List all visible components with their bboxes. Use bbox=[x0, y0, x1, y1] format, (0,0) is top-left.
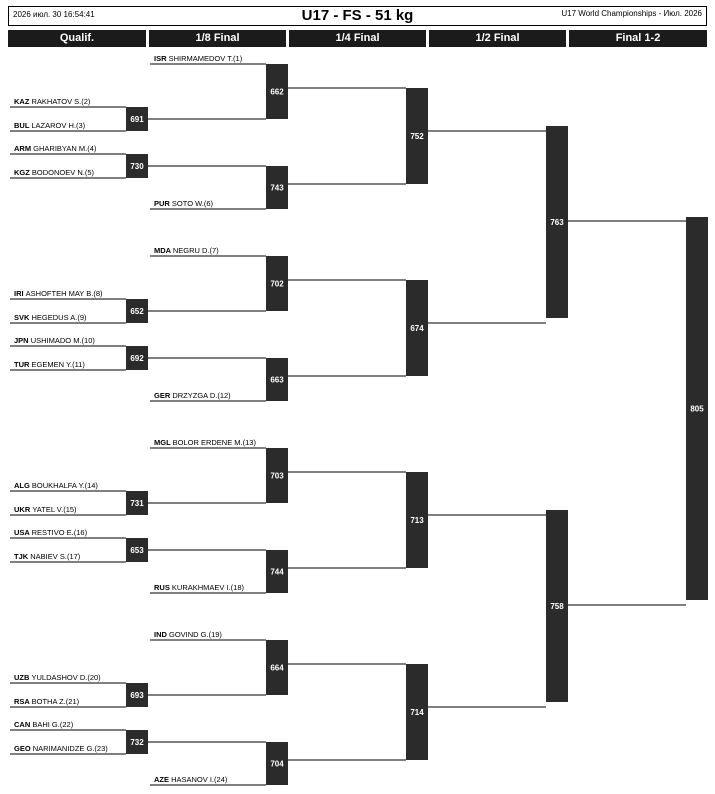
athlete-label: KGZ BODONOEV N.(5) bbox=[14, 168, 95, 177]
match-number: 732 bbox=[130, 738, 144, 747]
athlete-label: IRI ASHOFTEH MAY B.(8) bbox=[14, 289, 103, 298]
match-number: 662 bbox=[270, 87, 284, 97]
round-header-quarter: 1/4 Final bbox=[289, 30, 426, 47]
athlete-label: ISR SHIRMAMEDOV T.(1) bbox=[154, 54, 243, 63]
athlete-label: AZE HASANOV I.(24) bbox=[154, 775, 228, 784]
match-number: 805 bbox=[690, 404, 704, 414]
athlete-label: JPN USHIMADO M.(10) bbox=[14, 336, 95, 345]
match-number: 763 bbox=[550, 218, 564, 227]
match-number: 693 bbox=[130, 691, 144, 700]
print-date: 2026 июл. 30 16:54:41 bbox=[13, 10, 95, 19]
page-title: U17 - FS - 51 kg bbox=[301, 7, 414, 24]
match-number: 714 bbox=[410, 708, 424, 717]
match-number: 703 bbox=[270, 471, 284, 481]
athlete-label: PUR SOTO W.(6) bbox=[154, 199, 214, 208]
match-number: 692 bbox=[130, 354, 144, 363]
match-number: 674 bbox=[410, 324, 424, 333]
round-header-qualif: Qualif. bbox=[8, 30, 146, 47]
athlete-label: BUL LAZAROV H.(3) bbox=[14, 121, 86, 130]
round-header-eighth: 1/8 Final bbox=[149, 30, 286, 47]
athlete-label: RSA BOTHA Z.(21) bbox=[14, 697, 80, 706]
match-number: 743 bbox=[270, 183, 284, 193]
athlete-label: TJK NABIEV S.(17) bbox=[14, 552, 81, 561]
athlete-label: ARM GHARIBYAN M.(4) bbox=[14, 144, 97, 153]
athlete-label: GER DRZYZGA D.(12) bbox=[154, 391, 231, 400]
athlete-label: TUR EGEMEN Y.(11) bbox=[14, 360, 85, 369]
match-number: 704 bbox=[270, 759, 284, 769]
athlete-label: KAZ RAKHATOV S.(2) bbox=[14, 97, 91, 106]
event-name: U17 World Championships - Июл. 2026 bbox=[561, 9, 702, 18]
match-number: 653 bbox=[130, 546, 144, 555]
match-number: 731 bbox=[130, 499, 144, 508]
match-number: 702 bbox=[270, 279, 284, 289]
match-number: 744 bbox=[270, 567, 284, 577]
athlete-label: SVK HEGEDUS A.(9) bbox=[14, 313, 87, 322]
match-number: 713 bbox=[410, 516, 424, 525]
match-number: 691 bbox=[130, 115, 144, 124]
round-header-final: Final 1-2 bbox=[569, 30, 707, 47]
athlete-label: RUS KURAKHMAEV I.(18) bbox=[154, 583, 245, 592]
athlete-label: MGL BOLOR ERDENE M.(13) bbox=[154, 438, 256, 447]
match-number: 652 bbox=[130, 307, 144, 316]
athlete-label: UKR YATEL V.(15) bbox=[14, 505, 77, 514]
match-number: 758 bbox=[550, 602, 564, 611]
athlete-label: GEO NARIMANIDZE G.(23) bbox=[14, 744, 108, 753]
round-header-semi: 1/2 Final bbox=[429, 30, 566, 47]
match-number: 663 bbox=[270, 375, 284, 385]
match-number: 730 bbox=[130, 162, 144, 171]
athlete-label: IND GOVIND G.(19) bbox=[154, 630, 222, 639]
match-number: 664 bbox=[270, 663, 284, 673]
athlete-label: USA RESTIVO E.(16) bbox=[14, 528, 88, 537]
athlete-label: CAN BAHI G.(22) bbox=[14, 720, 74, 729]
athlete-label: ALG BOUKHALFA Y.(14) bbox=[14, 481, 98, 490]
athlete-label: MDA NEGRU D.(7) bbox=[154, 246, 219, 255]
match-number: 752 bbox=[410, 132, 424, 141]
athlete-label: UZB YULDASHOV D.(20) bbox=[14, 673, 101, 682]
